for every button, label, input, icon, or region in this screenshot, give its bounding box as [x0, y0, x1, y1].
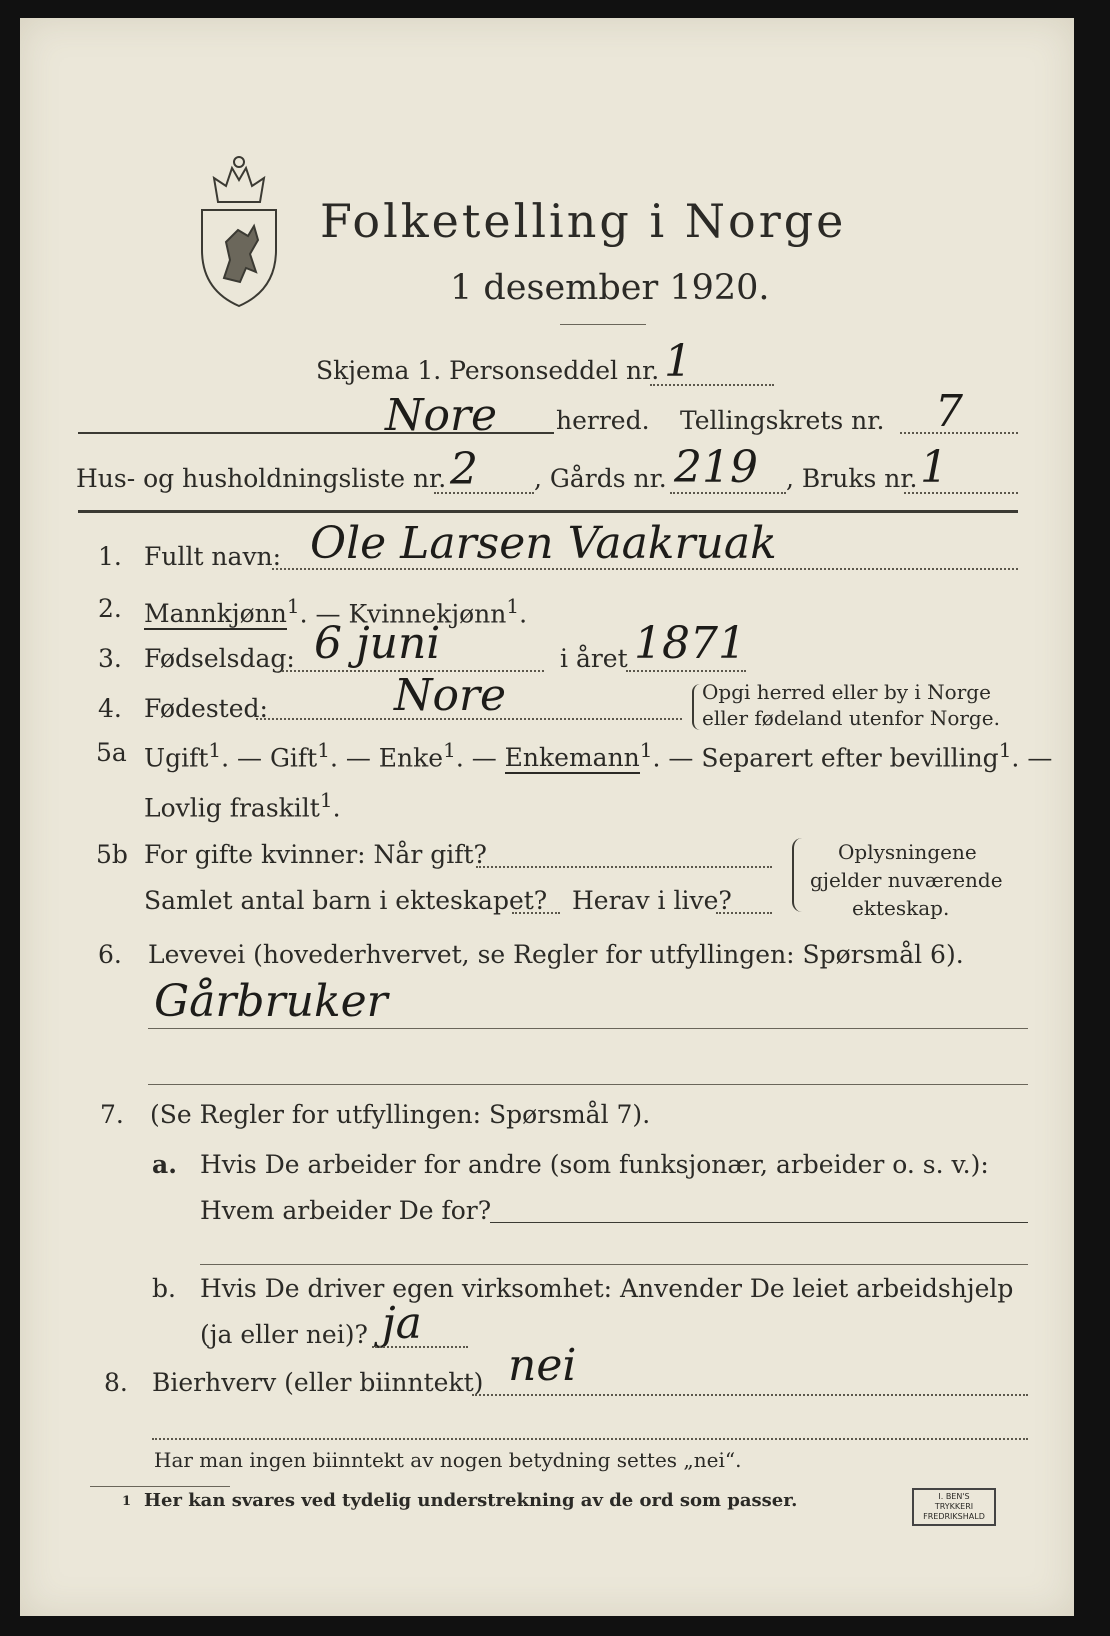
q5a-mark-3: 1	[443, 738, 456, 762]
footnote-divider	[90, 1486, 230, 1487]
occupation-field-1	[148, 1028, 1028, 1029]
q4-note-line1: Opgi herred eller by i Norge	[702, 680, 991, 704]
census-date: 1 desember 1920.	[450, 268, 770, 308]
employer-field-2	[200, 1264, 1028, 1265]
q8-note: Har man ingen biinntekt av nogen betydning settes „nei“.	[154, 1448, 742, 1472]
birth-year-field	[626, 670, 746, 672]
q6-label: Levevei (hovederhvervet, se Regler for utfyllingen: Spørsmål 6).	[148, 940, 964, 969]
occupation-value: Gårbruker	[154, 976, 388, 1027]
birthplace-value: Nore	[394, 670, 507, 721]
birth-year-value: 1871	[634, 618, 746, 669]
q3-number: 3.	[98, 644, 122, 673]
q7a-number: a.	[152, 1150, 177, 1179]
hired-help-value: ja	[382, 1298, 422, 1349]
employer-field-1	[490, 1222, 1028, 1223]
q5a-mark-1: 1	[208, 738, 222, 762]
q1-label: Fullt navn:	[144, 542, 282, 571]
husholdningsliste-nr-field	[434, 492, 534, 494]
q5b-note-line1: Oplysningene	[838, 840, 977, 864]
kvinnekjonn-option: Kvinnekjønn	[348, 599, 507, 629]
q5a-mark-2: 1	[317, 738, 330, 762]
norway-coat-of-arms-icon	[196, 150, 282, 310]
bruks-nr-value: 1	[920, 442, 948, 493]
birthplace-field	[256, 718, 682, 720]
herred-value: Nore	[385, 390, 498, 441]
herred-label: herred.	[556, 406, 650, 435]
side-income-value: nei	[508, 1340, 577, 1391]
gards-nr-field	[670, 492, 786, 494]
q2-footnote-mark: 1	[286, 594, 300, 618]
hus-label: Hus- og husholdningsliste nr.	[76, 464, 447, 493]
q7-number: 7.	[100, 1100, 124, 1129]
q5b-label-married: For gifte kvinner: Når gift?	[144, 840, 487, 869]
q7a-label: Hvis De arbeider for andre (som funksjonær, arbeider o. s. v.):	[200, 1150, 989, 1179]
separert-option: Separert efter bevilling	[701, 743, 999, 773]
husholdningsliste-nr-value: 2	[450, 444, 478, 495]
q5b-label-children: Samlet antal barn i ekteskapet?	[144, 886, 548, 915]
children-count-field	[512, 912, 560, 914]
q4-label: Fødested:	[144, 694, 268, 723]
q1-number: 1.	[98, 542, 122, 571]
q5b-label-alive: Herav i live?	[572, 886, 732, 915]
q4-number: 4.	[98, 694, 122, 723]
lovlig-fraskilt-option: Lovlig fraskilt$^1$.	[144, 788, 341, 823]
q4-note-brace	[692, 684, 700, 730]
q5a-options: Ugift$^1$. — Gift$^1$. — Enke$^1$. — Enkemann$^1$. — Separert efter bevilling$^1$. —	[144, 738, 1053, 773]
footnote-text: Her kan svares ved tydelig understrekning av de ord som passer.	[144, 1490, 798, 1511]
bruks-nr-field	[904, 492, 1018, 494]
q5b-note-brace	[792, 838, 802, 912]
tellingskrets-nr-field	[900, 432, 1018, 434]
gards-nr-value: 219	[674, 442, 758, 493]
full-name-value: Ole Larsen Vaakruak	[310, 518, 777, 569]
q8-label: Bierhverv (eller biinntekt)	[152, 1368, 484, 1397]
title-divider	[560, 324, 646, 325]
tellingskrets-nr-value: 7	[935, 386, 963, 437]
year-label: i året	[560, 644, 628, 673]
occupation-field-2	[148, 1084, 1028, 1085]
footnote-mark: 1	[122, 1494, 132, 1509]
q7b-label-janei: (ja eller nei)?	[200, 1320, 368, 1349]
children-alive-field	[716, 912, 772, 914]
mannkjonn-option: Mannkjønn	[144, 599, 287, 629]
q6-number: 6.	[98, 940, 122, 969]
q5a-number: 5a	[96, 738, 127, 767]
birthday-value: 6 juni	[314, 618, 441, 669]
q7a-label-employer: Hvem arbeider De for?	[200, 1196, 492, 1225]
personseddel-nr-value: 1	[664, 336, 692, 387]
hired-help-field	[372, 1346, 468, 1348]
full-name-field	[272, 568, 1018, 570]
side-income-field-2	[152, 1438, 1028, 1440]
q5a-mark-5: 1	[998, 738, 1012, 762]
q5a-mark-6: 1	[319, 788, 333, 812]
side-income-field	[472, 1394, 1028, 1396]
q2-separator: . —	[299, 599, 349, 629]
printer-stamp-line1: I. BEN'S TRYKKERI	[934, 1492, 974, 1511]
gards-label: , Gårds nr.	[534, 464, 667, 493]
q4-note-line2: eller fødeland utenfor Norge.	[702, 706, 1000, 730]
q7b-number: b.	[152, 1274, 176, 1303]
personseddel-nr-field	[650, 384, 774, 386]
bruks-label: , Bruks nr.	[786, 464, 918, 493]
q5b-number: 5b	[96, 840, 128, 869]
q8-number: 8.	[104, 1368, 128, 1397]
tellingskrets-label: Tellingskrets nr.	[680, 406, 885, 435]
q2-footnote-mark-2: 1	[506, 594, 520, 618]
census-form-paper	[20, 18, 1074, 1616]
header-divider	[78, 510, 1018, 513]
printer-stamp-line2: FREDRIKSHALD	[923, 1512, 985, 1521]
married-date-field	[476, 866, 772, 868]
lovlig-fraskilt-text: Lovlig fraskilt	[144, 793, 320, 823]
q5a-mark-4: 1	[639, 738, 653, 762]
q7-label: (Se Regler for utfyllingen: Spørsmål 7).	[150, 1100, 651, 1129]
enkemann-option: Enkemann	[504, 743, 640, 773]
q2-number: 2.	[98, 594, 122, 623]
printer-stamp	[912, 1488, 996, 1526]
q5b-note-line3: ekteskap.	[852, 896, 950, 920]
gift-option: Gift	[269, 743, 318, 773]
ugift-option: Ugift	[144, 743, 209, 773]
enke-option: Enke	[378, 743, 444, 773]
q7b-label: Hvis De driver egen virksomhet: Anvender De leiet arbeidshjelp	[200, 1274, 1014, 1303]
page-title: Folketelling i Norge	[320, 194, 847, 248]
q5b-note-line2: gjelder nuværende	[810, 868, 1003, 892]
q2-end: .	[519, 599, 528, 629]
skjema-label: Skjema 1. Personseddel nr.	[316, 356, 660, 385]
q3-label: Fødselsdag:	[144, 644, 295, 673]
